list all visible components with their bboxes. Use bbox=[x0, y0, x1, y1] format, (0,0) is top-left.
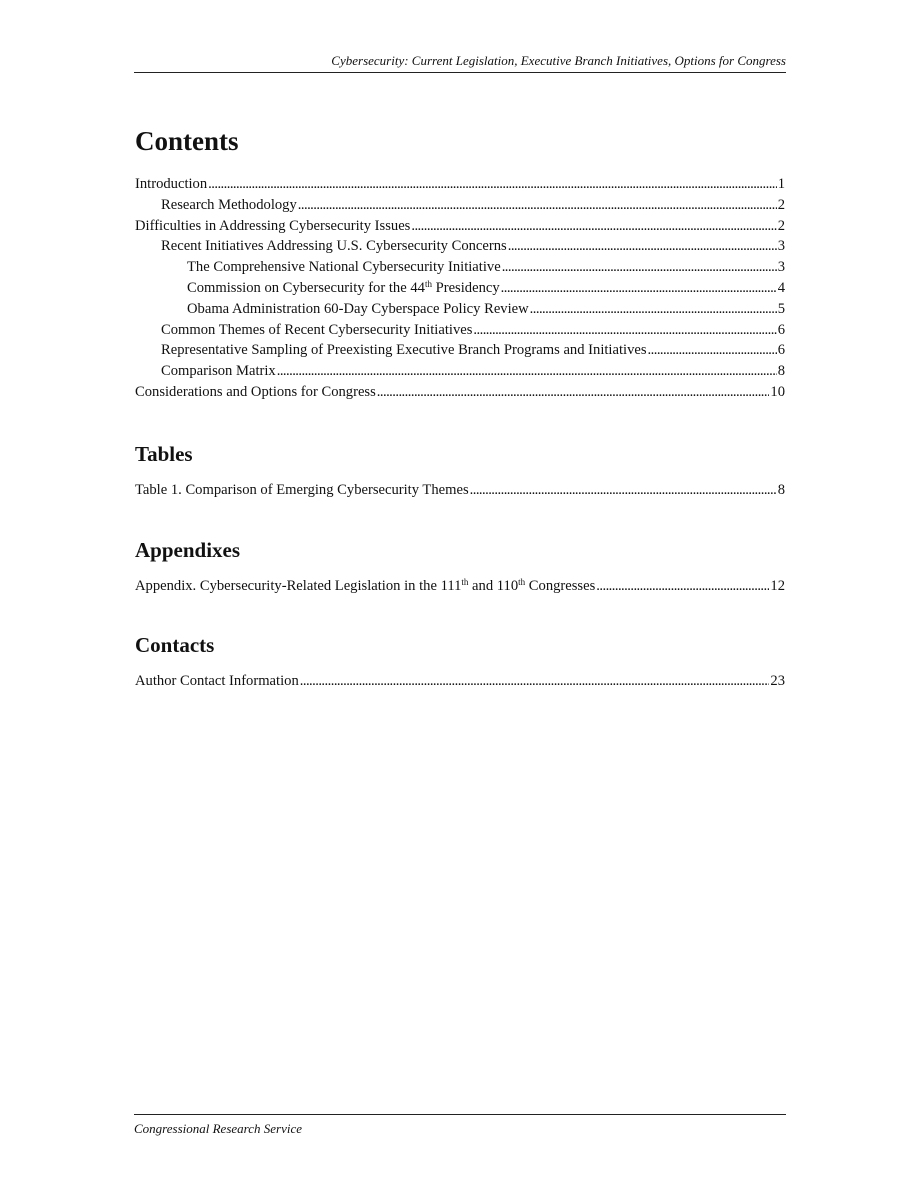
toc-page-number: 12 bbox=[770, 577, 785, 594]
toc-page-number: 6 bbox=[777, 342, 785, 359]
toc-page-number: 8 bbox=[777, 363, 785, 380]
dot-leader bbox=[298, 195, 777, 216]
toc-entry-text: Considerations and Options for Congress bbox=[135, 383, 376, 400]
spacer bbox=[135, 596, 785, 632]
running-header: Cybersecurity: Current Legislation, Executive Branch Initiatives, Options for Congress bbox=[134, 53, 786, 73]
toc-page-number: 2 bbox=[777, 196, 785, 213]
contents-heading: Contents bbox=[135, 126, 239, 156]
toc-text-part: Commission on Cybersecurity for the 44 bbox=[187, 279, 425, 296]
toc-page-number: 3 bbox=[777, 259, 785, 276]
toc-entry-text: Recent Initiatives Addressing U.S. Cybersecurity Concerns bbox=[161, 238, 507, 255]
dot-leader bbox=[648, 340, 777, 361]
tables-heading: Tables bbox=[135, 441, 193, 466]
dot-leader bbox=[596, 576, 769, 597]
toc-entry-text: Research Methodology bbox=[161, 196, 297, 213]
toc-entry-text: Table 1. Comparison of Emerging Cybersecurity Themes bbox=[135, 481, 469, 498]
toc-entry-text: Author Contact Information bbox=[135, 673, 299, 690]
toc-entry-considerations[interactable] bbox=[135, 382, 785, 403]
dot-leader bbox=[508, 236, 777, 257]
toc-entry-text: Representative Sampling of Preexisting Executive Branch Programs and Initiatives bbox=[161, 342, 647, 359]
toc-entry-recent-initiatives[interactable] bbox=[135, 236, 785, 257]
toc-entry-commission-44th[interactable] bbox=[135, 278, 785, 299]
toc-entry-comparison-matrix[interactable] bbox=[135, 361, 785, 382]
toc-page-number: 8 bbox=[777, 481, 785, 498]
toc-entry-text: The Comprehensive National Cybersecurity Initiative bbox=[187, 259, 501, 276]
toc-text-part: Appendix. Cybersecurity-Related Legislation in the 111 bbox=[135, 577, 462, 594]
toc-text-part: Presidency bbox=[431, 279, 500, 296]
toc-entry-cnci[interactable] bbox=[135, 257, 785, 278]
running-footer: Congressional Research Service bbox=[134, 1114, 786, 1137]
toc-entry-difficulties[interactable] bbox=[135, 216, 785, 237]
toc-text-part: and 110 bbox=[468, 577, 519, 594]
contacts-list bbox=[135, 671, 785, 692]
superscript: th bbox=[461, 576, 469, 587]
toc-entry-text: Comparison Matrix bbox=[161, 363, 276, 380]
toc-entry-introduction[interactable] bbox=[135, 174, 785, 195]
toc-page-number: 2 bbox=[777, 217, 785, 234]
toc-entry-text: Common Themes of Recent Cybersecurity Initiatives bbox=[161, 321, 473, 338]
dot-leader bbox=[411, 216, 776, 237]
dot-leader bbox=[530, 299, 777, 320]
toc-entry-policy-review[interactable] bbox=[135, 299, 785, 320]
toc-entry-text: Difficulties in Addressing Cybersecurity Issues bbox=[135, 217, 411, 234]
toc-entry-text: Obama Administration 60-Day Cyberspace Policy Review bbox=[187, 300, 529, 317]
dot-leader bbox=[473, 320, 776, 341]
contacts-heading: Contacts bbox=[135, 633, 215, 658]
toc-entry-text: Introduction bbox=[135, 176, 208, 192]
toc-page-number: 1 bbox=[777, 176, 785, 192]
spacer bbox=[135, 403, 785, 441]
toc-entry-author-contact[interactable] bbox=[135, 671, 785, 692]
spacer bbox=[135, 501, 785, 537]
appendixes-heading: Appendixes bbox=[135, 537, 241, 562]
contents-list bbox=[135, 174, 785, 403]
tables-list bbox=[135, 480, 785, 501]
dot-leader bbox=[277, 361, 777, 382]
toc-entry-common-themes[interactable] bbox=[135, 320, 785, 341]
toc-entry-representative-sampling[interactable] bbox=[135, 340, 785, 361]
toc-page-number: 6 bbox=[777, 321, 785, 338]
toc-page-number: 4 bbox=[777, 279, 785, 296]
toc-entry-table-1[interactable] bbox=[135, 480, 785, 501]
toc-page-number: 3 bbox=[777, 238, 785, 255]
toc-entry-text bbox=[187, 278, 500, 299]
dot-leader bbox=[377, 382, 770, 403]
superscript: th bbox=[424, 278, 432, 289]
toc-page-number: 23 bbox=[770, 673, 785, 690]
appendixes-list bbox=[135, 576, 785, 597]
dot-leader bbox=[300, 671, 770, 692]
superscript: th bbox=[518, 576, 526, 587]
dot-leader bbox=[502, 257, 777, 278]
toc-entry-research-methodology[interactable] bbox=[135, 195, 785, 216]
toc-entry-text bbox=[135, 576, 595, 597]
toc-text-part: Congresses bbox=[525, 577, 596, 594]
toc-page-number: 10 bbox=[770, 383, 785, 400]
toc-page-body bbox=[135, 124, 785, 692]
toc-entry-appendix[interactable] bbox=[135, 576, 785, 597]
dot-leader bbox=[501, 278, 777, 299]
toc-page-number: 5 bbox=[777, 300, 785, 317]
dot-leader bbox=[470, 480, 777, 501]
dot-leader bbox=[208, 174, 777, 195]
